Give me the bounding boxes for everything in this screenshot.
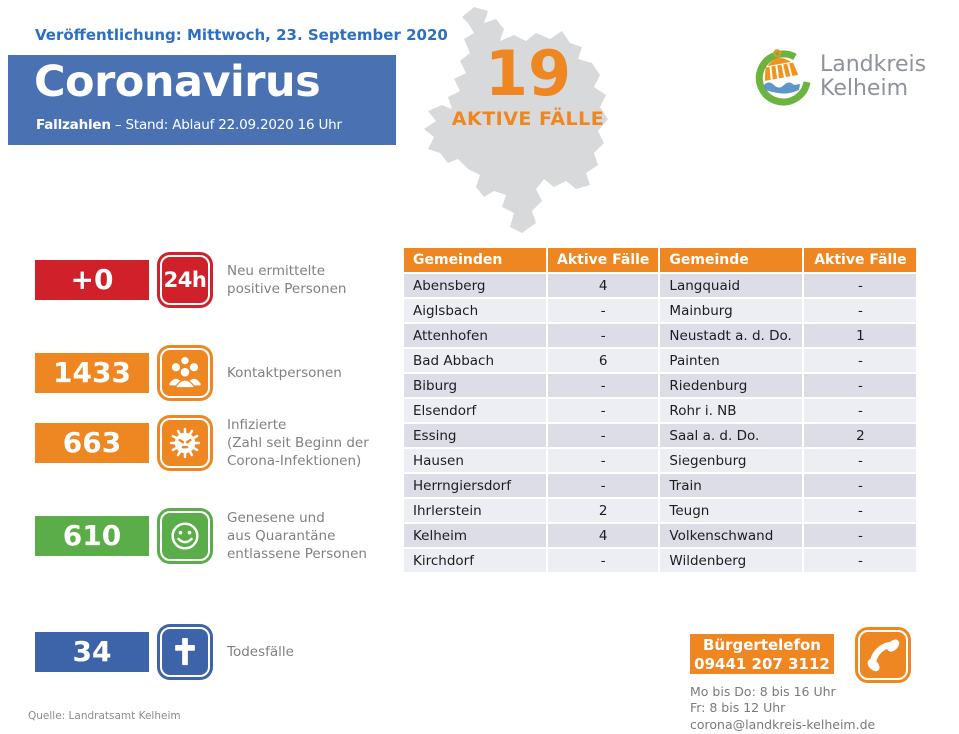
table-row — [404, 499, 916, 522]
municipality-name-cell: Painten — [660, 349, 802, 372]
table-row — [404, 299, 916, 322]
municipality-name-cell: Langquaid — [660, 274, 802, 297]
active-cases-cell: - — [548, 324, 658, 347]
infected-value: 663 — [35, 423, 149, 463]
stat-deaths — [35, 624, 595, 680]
deaths-label: Todesfälle — [227, 644, 294, 660]
municipality-name-cell: Rohr i. NB — [660, 399, 802, 422]
page-title: Coronavirus — [34, 57, 321, 107]
table-row — [404, 424, 916, 447]
active-cases-cell: - — [804, 274, 916, 297]
header-aktive-faelle-2: Aktive Fälle — [804, 248, 916, 272]
contact-persons-value: 1433 — [35, 353, 149, 393]
active-cases — [430, 37, 626, 130]
deaths-value: 34 — [35, 632, 149, 672]
header-gemeinden: Gemeinden — [404, 248, 546, 272]
active-cases-cell: - — [804, 449, 916, 472]
municipalities-table — [402, 246, 918, 574]
active-cases-cell: - — [804, 474, 916, 497]
municipality-name-cell: Attenhofen — [404, 324, 546, 347]
banner-subtitle — [36, 117, 342, 133]
logo-emblem-icon — [750, 45, 814, 109]
logo-text — [820, 53, 926, 101]
hotline-email: corona@landkreis-kelheim.de — [690, 717, 876, 732]
table-header-row — [404, 248, 916, 272]
publication-date: Veröffentlichung: Mittwoch, 23. September 2020 — [35, 26, 448, 44]
active-cases-cell: - — [804, 349, 916, 372]
active-cases-cell: - — [548, 374, 658, 397]
active-cases-cell: - — [548, 399, 658, 422]
municipality-name-cell: Kirchdorf — [404, 549, 546, 572]
municipality-name-cell: Mainburg — [660, 299, 802, 322]
table-row — [404, 449, 916, 472]
hotline-phone-number: 09441 207 3112 — [694, 655, 830, 673]
hotline-box — [690, 634, 834, 674]
source-note: Quelle: Landratsamt Kelheim — [28, 710, 181, 722]
active-cases-cell: - — [548, 449, 658, 472]
active-cases-cell: 4 — [548, 274, 658, 297]
active-cases-cell: - — [804, 499, 916, 522]
municipality-name-cell: Aiglsbach — [404, 299, 546, 322]
contact-persons-label: Kontaktpersonen — [227, 365, 342, 381]
table-row — [404, 549, 916, 572]
municipality-name-cell: Biburg — [404, 374, 546, 397]
smiley-icon — [157, 508, 213, 564]
cross-icon — [157, 624, 213, 680]
active-cases-cell: - — [548, 549, 658, 572]
title-banner — [8, 55, 396, 145]
municipality-name-cell: Riedenburg — [660, 374, 802, 397]
active-cases-cell: - — [804, 549, 916, 572]
table-row — [404, 274, 916, 297]
municipality-name-cell: Kelheim — [404, 524, 546, 547]
active-cases-cell: 2 — [804, 424, 916, 447]
people-group-icon — [157, 345, 213, 401]
active-cases-label: AKTIVE FÄLLE — [451, 108, 605, 130]
municipality-name-cell: Hausen — [404, 449, 546, 472]
municipality-name-cell: Volkenschwand — [660, 524, 802, 547]
virus-icon — [157, 415, 213, 471]
municipality-name-cell: Herrngiersdorf — [404, 474, 546, 497]
municipality-name-cell: Bad Abbach — [404, 349, 546, 372]
municipalities-table-body — [404, 274, 916, 572]
active-cases-cell: - — [804, 524, 916, 547]
active-cases-count: 19 — [484, 37, 572, 110]
header-gemeinde: Gemeinde — [660, 248, 802, 272]
municipality-name-cell: Elsendorf — [404, 399, 546, 422]
active-cases-cell: 6 — [548, 349, 658, 372]
municipality-name-cell: Teugn — [660, 499, 802, 522]
hotline-title: Bürgertelefon — [703, 636, 821, 654]
table-row — [404, 374, 916, 397]
hotline-hours-line2: Fr: 8 bis 12 Uhr — [690, 699, 786, 715]
active-cases-cell: - — [548, 424, 658, 447]
table-row — [404, 399, 916, 422]
municipality-name-cell: Train — [660, 474, 802, 497]
header-aktive-faelle-1: Aktive Fälle — [548, 248, 658, 272]
municipality-name-cell: Essing — [404, 424, 546, 447]
municipality-name-cell: Siegenburg — [660, 449, 802, 472]
active-cases-cell: 1 — [804, 324, 916, 347]
recovered-value: 610 — [35, 516, 149, 556]
phone-icon — [855, 627, 911, 683]
24h-badge-icon — [157, 252, 213, 308]
logo-text-line1: Landkreis — [820, 52, 927, 77]
active-cases-cell: - — [804, 299, 916, 322]
active-cases-cell: - — [548, 474, 658, 497]
hotline-hours-line1: Mo bis Do: 8 bis 16 Uhr — [690, 684, 836, 699]
active-cases-cell: 4 — [548, 524, 658, 547]
banner-subtitle-rest: – Stand: Ablauf 22.09.2020 16 Uhr — [110, 117, 342, 133]
logo-text-line2: Kelheim — [820, 76, 908, 101]
infected-label: Infizierte (Zahl seit Beginn der Corona-Infektionen) — [227, 417, 369, 469]
new-cases-value: +0 — [35, 260, 149, 300]
municipality-name-cell: Abensberg — [404, 274, 546, 297]
municipality-name-cell: Ihrlerstein — [404, 499, 546, 522]
municipality-name-cell: Wildenberg — [660, 549, 802, 572]
table-row — [404, 324, 916, 347]
recovered-label: Genesene und aus Quarantäne entlassene Personen — [227, 510, 367, 562]
new-cases-label: Neu ermittelte positive Personen — [227, 263, 347, 297]
table-row — [404, 349, 916, 372]
landkreis-kelheim-logo — [750, 45, 926, 109]
active-cases-cell: 2 — [548, 499, 658, 522]
municipality-name-cell: Saal a. d. Do. — [660, 424, 802, 447]
banner-subtitle-bold: Fallzahlen — [36, 117, 111, 133]
24h-badge-text: 24h — [163, 268, 207, 292]
hotline-hours — [690, 684, 875, 733]
active-cases-cell: - — [548, 299, 658, 322]
table-row — [404, 524, 916, 547]
active-cases-cell: - — [804, 399, 916, 422]
municipality-name-cell: Neustadt a. d. Do. — [660, 324, 802, 347]
active-cases-cell: - — [804, 374, 916, 397]
table-row — [404, 474, 916, 497]
